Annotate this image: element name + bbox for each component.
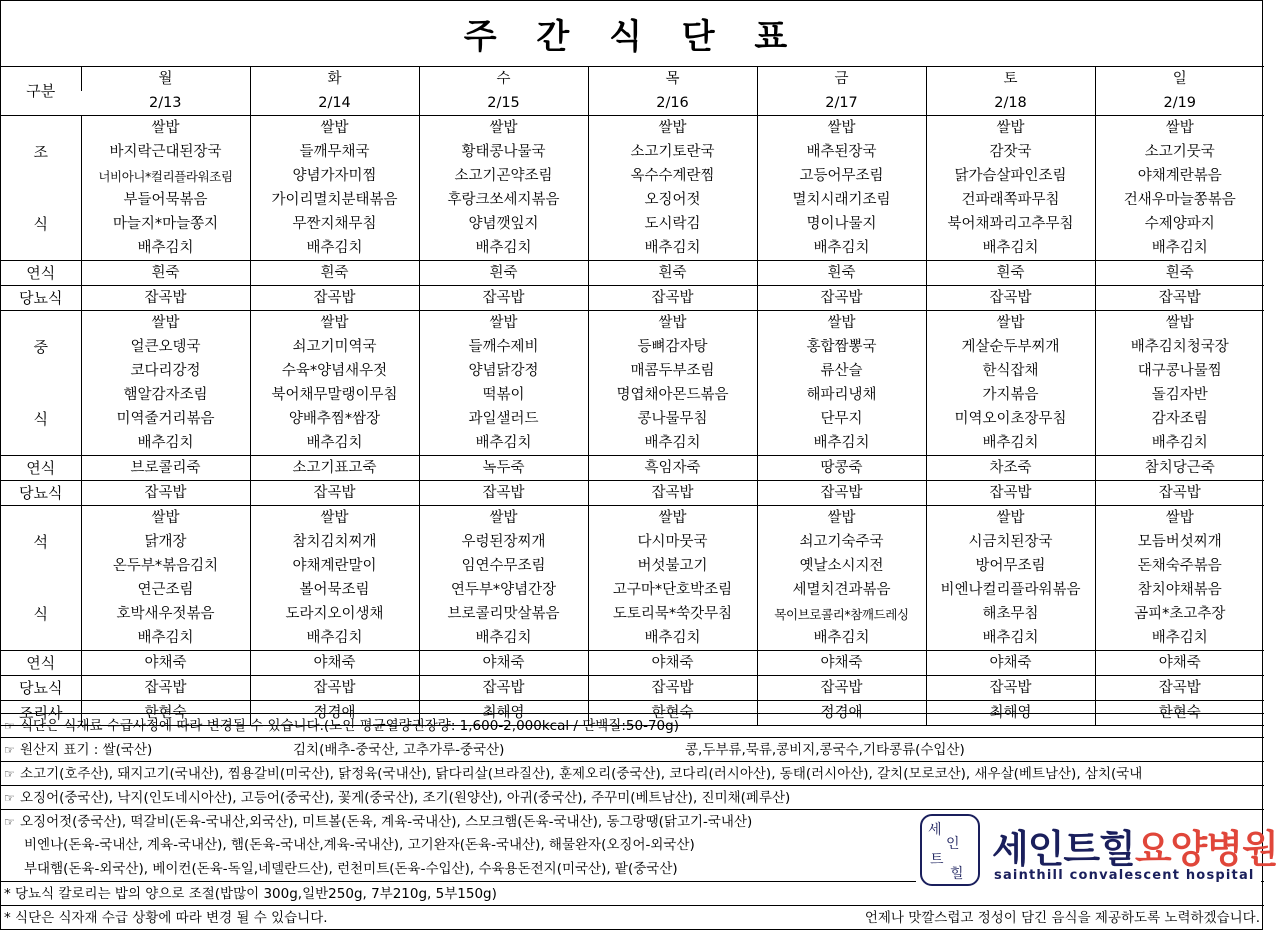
menu-cell: 명이나물지: [757, 212, 926, 236]
menu-cell: 양념닭강정: [419, 359, 588, 383]
menu-cell: 도토리묵*쑥갓무침: [588, 602, 757, 626]
weekly-menu-table: [1, 67, 1264, 726]
menu-cell: 야채죽: [250, 651, 419, 676]
menu-cell: 쌀밥: [926, 506, 1095, 531]
menu-cell: 야채죽: [1095, 651, 1264, 676]
note-text: 식단은 식재료 수급사정에 따라 변경될 수 있습니다.(노인 평균열량권장량: 1,600-2,000kcal / 단백질:50-70g): [20, 718, 679, 734]
table-row: [1, 116, 1264, 141]
table-row: [1, 286, 1264, 311]
hospital-logo: [916, 812, 1278, 890]
table-row: [1, 212, 1264, 236]
menu-cell: 배추김치: [588, 431, 757, 456]
table-row: [1, 506, 1264, 531]
menu-cell: 잡곡밥: [419, 286, 588, 311]
menu-cell: 야채죽: [419, 651, 588, 676]
menu-cell: 돈채숙주볶음: [1095, 554, 1264, 578]
menu-cell: 쌀밥: [419, 311, 588, 336]
menu-cell: 닭가슴살파인조림: [926, 164, 1095, 188]
table-row: [1, 311, 1264, 336]
menu-cell: 한현숙: [588, 701, 757, 726]
note-text: * 식단은 식자재 수급 상황에 따라 변경 될 수 있습니다.: [4, 910, 328, 926]
header-date-row: [1, 91, 1264, 116]
menu-cell: 참치야채볶음: [1095, 578, 1264, 602]
note-text: 소고기(호주산), 돼지고기(국내산), 찜용갈비(미국산), 닭정육(국내산), 닭다리살(브라질산), 훈제오리(중국산), 코다리(러시아산), 동태(러시아산), 갈치(모로코산), 새우살(베트남산), 삼치(국내: [20, 766, 1143, 782]
menu-cell: 배추김치: [1095, 626, 1264, 651]
row-label: 식: [33, 409, 48, 428]
day-header: 화: [250, 67, 419, 91]
menu-cell: 배추김치: [1095, 236, 1264, 261]
menu-cell: 쌀밥: [250, 311, 419, 336]
table-row: [1, 578, 1264, 602]
menu-cell: 양념가자미찜: [250, 164, 419, 188]
menu-cell: 땅콩죽: [757, 456, 926, 481]
menu-cell: 단무지: [757, 407, 926, 431]
menu-cell: 미역오이초장무침: [926, 407, 1095, 431]
menu-cell: 녹두죽: [419, 456, 588, 481]
menu-cell: 쌀밥: [926, 311, 1095, 336]
menu-cell: 떡볶이: [419, 383, 588, 407]
menu-cell: 얼큰오뎅국: [81, 335, 250, 359]
menu-cell: 임연수무조림: [419, 554, 588, 578]
menu-cell: 매콤두부조림: [588, 359, 757, 383]
menu-cell: 너비아니*컬리플라워조림: [81, 164, 250, 188]
menu-cell: 연두부*양념간장: [419, 578, 588, 602]
row-label: 연식: [1, 651, 81, 676]
row-label: 조: [33, 142, 48, 161]
day-header: 목: [588, 67, 757, 91]
menu-cell: 옥수수계란찜: [588, 164, 757, 188]
menu-cell: 브로콜리죽: [81, 456, 250, 481]
table-row: [1, 261, 1264, 286]
note-line: [1, 713, 1264, 737]
menu-cell: 잡곡밥: [419, 481, 588, 506]
table-row: [1, 456, 1264, 481]
menu-cell: 연근조림: [81, 578, 250, 602]
date-header: 2/13: [81, 91, 250, 116]
menu-cell: 잡곡밥: [757, 676, 926, 701]
table-row: [1, 383, 1264, 407]
menu-cell: 시금치된장국: [926, 530, 1095, 554]
menu-cell: 북어채꽈리고추무침: [926, 212, 1095, 236]
menu-cell: 쌀밥: [419, 506, 588, 531]
menu-cell: 해초무침: [926, 602, 1095, 626]
menu-cell: 소고기곤약조림: [419, 164, 588, 188]
menu-cell: 배추김치: [250, 626, 419, 651]
menu-cell: 쌀밥: [1095, 311, 1264, 336]
menu-cell: 최해영: [419, 701, 588, 726]
note-line: [1, 785, 1264, 809]
menu-cell: 가이리멸치분태볶음: [250, 188, 419, 212]
row-label: [1, 359, 81, 383]
menu-cell: 류산슬: [757, 359, 926, 383]
row-label: [1, 236, 81, 261]
menu-cell: 잡곡밥: [250, 481, 419, 506]
menu-cell: 코다리강정: [81, 359, 250, 383]
menu-cell: 세멸치견과볶음: [757, 578, 926, 602]
menu-cell: 한현숙: [1095, 701, 1264, 726]
menu-cell: 명엽채아몬드볶음: [588, 383, 757, 407]
menu-cell: 미역줄거리볶음: [81, 407, 250, 431]
note-text-3: 콩,두부류,묵류,콩비지,콩국수,기타콩류(수입산): [685, 742, 965, 758]
menu-cell: 게살순두부찌개: [926, 335, 1095, 359]
menu-cell: 마늘지*마늘쫑지: [81, 212, 250, 236]
menu-cell: 햄알감자조림: [81, 383, 250, 407]
logo-name: 세인트힐요양병원: [992, 827, 1278, 871]
menu-cell: 배추김치: [81, 431, 250, 456]
note-text: 원산지 표기 : 쌀(국산): [20, 742, 153, 758]
menu-cell: 우렁된장찌개: [419, 530, 588, 554]
menu-cell: 잡곡밥: [757, 286, 926, 311]
menu-cell: 배추김치: [588, 626, 757, 651]
menu-cell: 정경애: [757, 701, 926, 726]
menu-cell: 양념깻잎지: [419, 212, 588, 236]
menu-cell: 고구마*단호박조림: [588, 578, 757, 602]
pointing-hand-icon: ☞: [4, 743, 15, 757]
table-row: [1, 676, 1264, 701]
row-label: [1, 431, 81, 456]
menu-cell: 닭개장: [81, 530, 250, 554]
note-text-2: 김치(배추-중국산, 고추가루-중국산): [293, 742, 505, 758]
row-label: [1, 116, 81, 141]
menu-cell: 쌀밥: [81, 116, 250, 141]
menu-cell: 쌀밥: [81, 311, 250, 336]
table-row: [1, 164, 1264, 188]
menu-cell: 잡곡밥: [1095, 481, 1264, 506]
menu-cell: 정경애: [250, 701, 419, 726]
logo-mark-icon: 세 인 트 힐: [920, 814, 980, 886]
day-header: 토: [926, 67, 1095, 91]
row-label: 당뇨식: [1, 286, 81, 311]
table-row: [1, 140, 1264, 164]
menu-cell: 차조죽: [926, 456, 1095, 481]
menu-cell: 한식잡채: [926, 359, 1095, 383]
menu-cell: 브로콜리맛살볶음: [419, 602, 588, 626]
menu-cell: 온두부*볶음김치: [81, 554, 250, 578]
menu-cell: 무짠지채무침: [250, 212, 419, 236]
menu-cell: 쌀밥: [588, 506, 757, 531]
menu-cell: 한현숙: [81, 701, 250, 726]
note-line: [1, 905, 1264, 929]
menu-cell: 잡곡밥: [1095, 286, 1264, 311]
menu-cell: 흰죽: [419, 261, 588, 286]
menu-cell: 소고기표고죽: [250, 456, 419, 481]
menu-cell: 호박새우젓볶음: [81, 602, 250, 626]
menu-cell: 쌀밥: [1095, 506, 1264, 531]
menu-cell: 건파래쪽파무침: [926, 188, 1095, 212]
menu-cell: 잡곡밥: [81, 676, 250, 701]
menu-cell: 잡곡밥: [419, 676, 588, 701]
menu-cell: 소고기토란국: [588, 140, 757, 164]
note-text: 부대햄(돈육-외국산), 베이컨(돈육-독일,네델란드산), 런천미트(돈육-수입산), 수육용돈전지(미국산), 팥(중국산): [24, 861, 678, 877]
menu-cell: 과일샐러드: [419, 407, 588, 431]
menu-cell: 배추김치: [926, 626, 1095, 651]
menu-cell: 배추김치: [419, 431, 588, 456]
menu-cell: 쇠고기숙주국: [757, 530, 926, 554]
date-header: 2/15: [419, 91, 588, 116]
day-header: 일: [1095, 67, 1264, 91]
logo-english: sainthill convalescent hospital: [994, 868, 1255, 883]
menu-cell: 다시마뭇국: [588, 530, 757, 554]
row-label: [1, 164, 81, 188]
menu-cell: 야채죽: [926, 651, 1095, 676]
menu-cell: 버섯불고기: [588, 554, 757, 578]
menu-cell: 잡곡밥: [588, 286, 757, 311]
menu-cell: 흰죽: [250, 261, 419, 286]
table-row: [1, 431, 1264, 456]
menu-cell: 모듬버섯찌개: [1095, 530, 1264, 554]
table-row: [1, 602, 1264, 626]
menu-cell: 방어무조림: [926, 554, 1095, 578]
table-row: [1, 530, 1264, 554]
row-label: 조리사: [1, 701, 81, 726]
menu-cell: 최해영: [926, 701, 1095, 726]
day-header: 금: [757, 67, 926, 91]
date-header: 2/19: [1095, 91, 1264, 116]
row-label: [1, 554, 81, 578]
menu-cell: 가지볶음: [926, 383, 1095, 407]
note-line: [1, 761, 1264, 785]
menu-cell: 배추김치청국장: [1095, 335, 1264, 359]
menu-cell: 돌김자반: [1095, 383, 1264, 407]
note-text: * 당뇨식 칼로리는 밥의 양으로 조절(밥많이 300g,일반250g, 7부210g, 5부150g): [4, 886, 497, 902]
menu-cell: 양배추찜*쌈장: [250, 407, 419, 431]
note-text: 비엔나(돈육-국내산, 계육-국내산), 햄(돈육-국내산,계육-국내산), 고기완자(돈육-국내산), 해물완자(오징어-외국산): [24, 837, 695, 853]
menu-cell: 잡곡밥: [588, 481, 757, 506]
menu-cell: 비엔나컬리플라워볶음: [926, 578, 1095, 602]
menu-cell: 야채죽: [588, 651, 757, 676]
row-label: [1, 188, 81, 212]
row-label: [1, 383, 81, 407]
table-row: [1, 335, 1264, 359]
row-label: [1, 626, 81, 651]
menu-cell: 감잣국: [926, 140, 1095, 164]
menu-cell: 잡곡밥: [250, 286, 419, 311]
menu-cell: 잡곡밥: [757, 481, 926, 506]
menu-cell: 잡곡밥: [926, 481, 1095, 506]
menu-cell: 쌀밥: [588, 116, 757, 141]
menu-cell: 야채계란볶음: [1095, 164, 1264, 188]
menu-cell: 배추김치: [1095, 431, 1264, 456]
pointing-hand-icon: ☞: [4, 791, 15, 805]
menu-cell: 잡곡밥: [250, 676, 419, 701]
menu-cell: 잡곡밥: [926, 286, 1095, 311]
row-label: 연식: [1, 261, 81, 286]
menu-cell: 해파리냉채: [757, 383, 926, 407]
menu-cell: 배추김치: [81, 236, 250, 261]
day-header: 월: [81, 67, 250, 91]
menu-cell: 쌀밥: [926, 116, 1095, 141]
menu-cell: 수제양파지: [1095, 212, 1264, 236]
menu-cell: 콩나물무침: [588, 407, 757, 431]
menu-cell: 오징어젓: [588, 188, 757, 212]
menu-cell: 배추김치: [250, 431, 419, 456]
table-row: [1, 626, 1264, 651]
menu-cell: 감자조림: [1095, 407, 1264, 431]
note-line: [1, 737, 1264, 761]
menu-cell: 도라지오이생채: [250, 602, 419, 626]
menu-cell: 고등어무조림: [757, 164, 926, 188]
menu-cell: 야채죽: [757, 651, 926, 676]
pointing-hand-icon: ☞: [4, 767, 15, 781]
row-label: 석: [33, 532, 48, 551]
menu-cell: 쌀밥: [250, 116, 419, 141]
row-label: 연식: [1, 456, 81, 481]
menu-cell: 멸치시래기조림: [757, 188, 926, 212]
table-row: [1, 554, 1264, 578]
menu-cell: 바지락근대된장국: [81, 140, 250, 164]
menu-cell: 쌀밥: [757, 506, 926, 531]
table-row: [1, 481, 1264, 506]
row-label: 당뇨식: [1, 481, 81, 506]
menu-cell: 배추김치: [757, 236, 926, 261]
menu-cell: 참치당근죽: [1095, 456, 1264, 481]
menu-cell: 배추김치: [926, 236, 1095, 261]
menu-cell: 배추된장국: [757, 140, 926, 164]
header-day-row: [1, 67, 1264, 91]
menu-cell: 잡곡밥: [81, 286, 250, 311]
menu-cell: 소고기뭇국: [1095, 140, 1264, 164]
menu-cell: 들깨무채국: [250, 140, 419, 164]
table-row: [1, 188, 1264, 212]
row-label: 당뇨식: [1, 676, 81, 701]
menu-cell: 곰피*초고추장: [1095, 602, 1264, 626]
menu-cell: 야채죽: [81, 651, 250, 676]
row-label: [1, 311, 81, 336]
row-label: 식: [33, 214, 48, 233]
menu-cell: 배추김치: [81, 626, 250, 651]
note-text: 오징어젓(중국산), 떡갈비(돈육-국내산,외국산), 미트볼(돈육, 계육-국내산), 스모크햄(돈육-국내산), 동그랑땡(닭고기-국내산): [20, 814, 753, 830]
menu-cell: 홍합짬뽕국: [757, 335, 926, 359]
menu-cell: 건새우마늘쫑볶음: [1095, 188, 1264, 212]
menu-cell: 대구콩나물찜: [1095, 359, 1264, 383]
menu-cell: 쌀밥: [419, 116, 588, 141]
menu-cell: 후랑크쏘세지볶음: [419, 188, 588, 212]
menu-cell: 쇠고기미역국: [250, 335, 419, 359]
menu-cell: 쌀밥: [81, 506, 250, 531]
menu-cell: 쌀밥: [1095, 116, 1264, 141]
menu-cell: 잡곡밥: [1095, 676, 1264, 701]
date-header: 2/14: [250, 91, 419, 116]
menu-cell: 쌀밥: [757, 311, 926, 336]
menu-cell: 쌀밥: [250, 506, 419, 531]
menu-cell: 도시락김: [588, 212, 757, 236]
table-row: [1, 236, 1264, 261]
table-row: [1, 407, 1264, 431]
menu-cell: 배추김치: [419, 626, 588, 651]
menu-cell: 흰죽: [926, 261, 1095, 286]
menu-cell: 옛날소시지전: [757, 554, 926, 578]
menu-cell: 잡곡밥: [81, 481, 250, 506]
menu-cell: 잡곡밥: [588, 676, 757, 701]
menu-cell: 들깨수제비: [419, 335, 588, 359]
menu-cell: 쌀밥: [588, 311, 757, 336]
menu-cell: 수육*양념새우젓: [250, 359, 419, 383]
row-label: [1, 578, 81, 602]
menu-cell: 배추김치: [926, 431, 1095, 456]
menu-cell: 흰죽: [81, 261, 250, 286]
menu-cell: 흰죽: [1095, 261, 1264, 286]
menu-cell: 배추김치: [588, 236, 757, 261]
menu-cell: 부들어묵볶음: [81, 188, 250, 212]
row-label: [1, 506, 81, 531]
menu-cell: 볼어묵조림: [250, 578, 419, 602]
menu-cell: 잡곡밥: [926, 676, 1095, 701]
menu-cell: 흑임자죽: [588, 456, 757, 481]
page-title: 주 간 식 단 표: [1, 1, 1264, 67]
pointing-hand-icon: ☞: [4, 815, 15, 829]
menu-cell: 쌀밥: [757, 116, 926, 141]
menu-cell: 흰죽: [588, 261, 757, 286]
day-header: 수: [419, 67, 588, 91]
menu-cell: 배추김치: [250, 236, 419, 261]
date-header: 2/16: [588, 91, 757, 116]
row-label: 식: [33, 604, 48, 623]
menu-cell: 황태콩나물국: [419, 140, 588, 164]
note-text: 오징어(중국산), 낙지(인도네시아산), 고등어(중국산), 꽃게(중국산), 조기(원양산), 아귀(중국산), 주꾸미(베트남산), 진미채(페루산): [20, 790, 791, 806]
date-header: 2/18: [926, 91, 1095, 116]
table-row: [1, 359, 1264, 383]
menu-cell: 야채계란말이: [250, 554, 419, 578]
menu-cell: 북어채무말랭이무침: [250, 383, 419, 407]
menu-cell: 목이브로콜리*참깨드레싱: [757, 602, 926, 626]
table-row: [1, 651, 1264, 676]
menu-cell: 배추김치: [757, 626, 926, 651]
menu-cell: 배추김치: [419, 236, 588, 261]
menu-cell: 등뼈감자탕: [588, 335, 757, 359]
menu-cell: 흰죽: [757, 261, 926, 286]
pointing-hand-icon: ☞: [4, 719, 15, 733]
header-label: 구분: [1, 67, 81, 116]
menu-cell: 참치김치찌개: [250, 530, 419, 554]
menu-cell: 배추김치: [757, 431, 926, 456]
row-label: 중: [33, 337, 48, 356]
date-header: 2/17: [757, 91, 926, 116]
note-right-text: 언제나 맛깔스럽고 정성이 담긴 음식을 제공하도록 노력하겠습니다.: [864, 910, 1260, 926]
